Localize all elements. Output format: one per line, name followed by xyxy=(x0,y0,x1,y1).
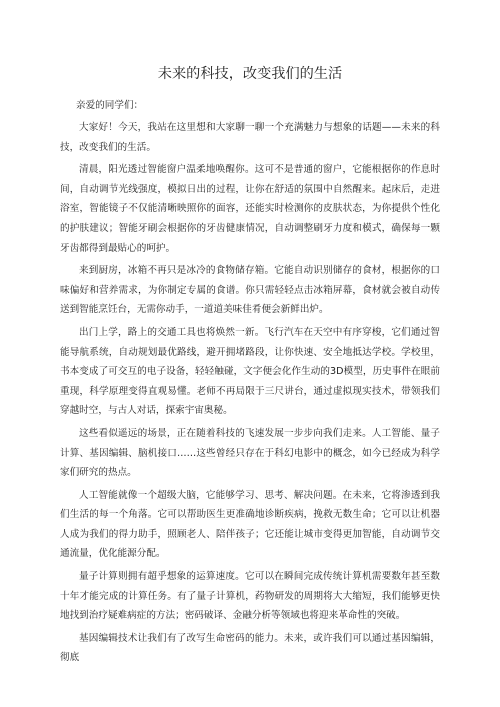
paragraph-technologies: 这些看似遥远的场景，正在随着科技的飞速发展一步步向我们走来。人工智能、量子计算、基因编辑、脑机接口……这些曾经只存在于科幻电影中的概念，如今已经成为科学家们研究的热点。 xyxy=(60,427,440,479)
salutation: 亲爱的同学们： xyxy=(76,100,144,111)
paragraph-gene-editing: 基因编辑技术让我们有了改写生命密码的能力。未来，或许我们可以通过基因编辑，彻底 xyxy=(60,632,440,664)
document-title: 未来的科技，改变我们的生活 xyxy=(157,66,343,82)
paragraph-greeting: 大家好！今天，我站在这里想和大家聊一聊一个充满魅力与想象的话题——未来的科技，改变我们的生活。 xyxy=(60,122,440,153)
paragraph-quantum: 量子计算则拥有超乎想象的运算速度。它可以在瞬间完成传统计算机需要数年甚至数十年才能完成的计算任务。有了量子计算机，药物研发的周期将大大缩短，我们能够更快地找到治疗疑难病症的方法；密码破译、金融分析等领域也将迎来革命性的突破。 xyxy=(60,571,440,622)
paragraph-morning: 清晨，阳光透过智能窗户温柔地唤醒你。这可不是普通的窗户，它能根据你的作息时间，自动调节光线强度，模拟日出的过程，让你在舒适的氛围中自然醒来。起床后，走进浴室，智能镜子不仅能清晰映照你的面容，还能实时检测你的皮肤状态，为你提供个性化的护肤建议；智能牙刷会根据你的牙齿健康情况，自动调整刷牙力度和模式，确保每一颗牙齿都得到最贴心的呵护。 xyxy=(60,164,440,254)
paragraph-school: 出门上学，路上的交通工具也将焕然一新。飞行汽车在天空中有序穿梭，它们通过智能导航系统，自动规划最优路线，避开拥堵路段，让你快速、安全地抵达学校。学校里，书本变成了可交互的电子设备，轻轻触碰，文字便会化作生动的3D模型，历史事件在眼前重现，科学原理变得直观易懂。老师不再局限于三尺讲台，通过虚拟现实技术，带领我们穿越时空，与古人对话，探索宇宙奥秘。 xyxy=(60,326,440,417)
paragraph-ai: 人工智能就像一个超级大脑，它能够学习、思考、解决问题。在未来，它将渗透到我们生活的每一个角落。它可以帮助医生更准确地诊断疾病，挽救无数生命；它可以让机器人成为我们的得力助手，照顾老人、陪伴孩子；它还能让城市变得更加智能，自动调节交通流量，优化能源分配。 xyxy=(60,489,440,560)
paragraph-kitchen: 来到厨房，冰箱不再只是冰冷的食物储存箱。它能自动识别储存的食材，根据你的口味偏好和营养需求，为你制定专属的食谱。你只需轻轻点击冰箱屏幕，食材就会被自动传送到智能烹饪台，无需你动手，一道道美味佳肴便会新鲜出炉。 xyxy=(60,265,440,316)
